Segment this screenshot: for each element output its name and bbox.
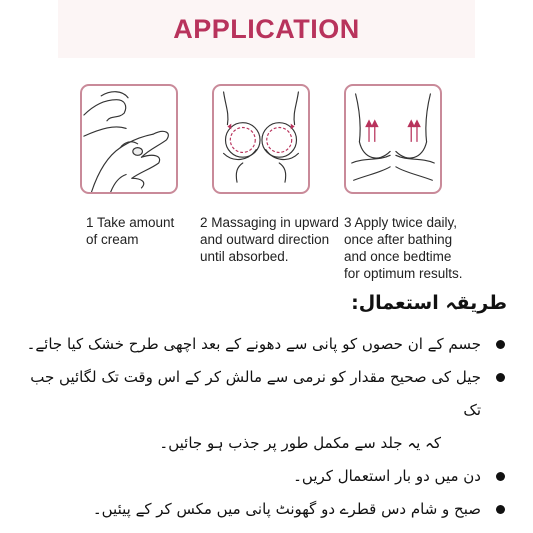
page-title: APPLICATION bbox=[173, 13, 360, 44]
bullet-icon bbox=[496, 340, 505, 349]
massage-icon bbox=[214, 86, 308, 192]
bullet-icon bbox=[496, 373, 505, 382]
step-3-text bbox=[344, 214, 463, 282]
list-item-text: جسم کے ان حصوں کو پانی سے دھونے کے بعد اچھی طرح خشک کیا جائے۔ bbox=[26, 335, 481, 353]
step-3-line: for optimum results. bbox=[344, 266, 463, 281]
list-item-text: جیل کی صحیح مقدار کو نرمی سے مالش کر کے اس وقت تک لگائیں جب تک bbox=[30, 368, 481, 419]
step-3-line: once after bathing bbox=[344, 232, 453, 247]
step-2-line: 2 Massaging in upward bbox=[200, 215, 339, 230]
header-banner bbox=[58, 0, 475, 58]
urdu-instructions-list bbox=[17, 328, 507, 526]
step-1-text bbox=[86, 214, 174, 248]
step-3-line: 3 Apply twice daily, bbox=[344, 215, 458, 230]
list-item bbox=[17, 493, 507, 526]
list-item-text: صبح و شام دس قطرے دو گھونٹ پانی میں مکس کر کے پیئیں۔ bbox=[92, 500, 481, 518]
illustration-take-cream bbox=[80, 84, 178, 194]
illustration-lift bbox=[344, 84, 442, 194]
list-item bbox=[17, 328, 507, 361]
step-2-text bbox=[200, 214, 339, 265]
list-item bbox=[17, 361, 507, 460]
bullet-icon bbox=[496, 505, 505, 514]
illustration-massage bbox=[212, 84, 310, 194]
bullet-icon bbox=[496, 472, 505, 481]
list-item bbox=[17, 460, 507, 493]
hand-cream-icon bbox=[82, 86, 176, 192]
list-item-text-continued: کہ یہ جلد سے مکمل طور پر جذب ہو جائیں۔ bbox=[159, 434, 441, 452]
lift-arrows-icon bbox=[346, 86, 440, 192]
step-2-line: and outward direction bbox=[200, 232, 330, 247]
step-2-line: until absorbed. bbox=[200, 249, 289, 264]
step-3-line: and once bedtime bbox=[344, 249, 452, 264]
step-1-line: 1 Take amount bbox=[86, 215, 175, 230]
list-item-text: دن میں دو بار استعمال کریں۔ bbox=[293, 467, 481, 485]
urdu-instructions-title: طریقہ استعمال: bbox=[351, 292, 507, 314]
step-1-line: of cream bbox=[86, 232, 139, 247]
